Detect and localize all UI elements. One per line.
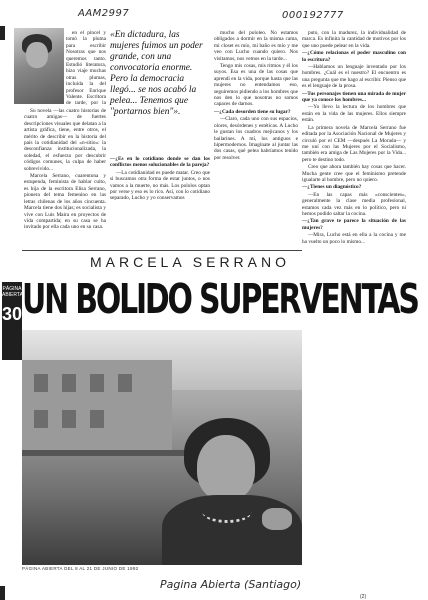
body-paragraph: La primera novela de Marcela Serrano fue editada por la Asociación Nacional de Mujeres y circuló por el CEM —después La Morada— y me uní con las Mujeres por el Socialismo, también era amiga de Las Mujeres por la Vida... pero te destino todo. (302, 124, 406, 163)
interview-answer: —Claro, cada uno con sus espacios, olores, desórdenes y estéticas. A Lucho le gustan los cuadros mejicanos y los bailarines. A mí, los antiguos e hipermodernos. Imagínate al juntar las dos casas, qué pelea habríamos tenido por resolver. (214, 116, 298, 161)
interview-answer: —Mira, Lucho está en ella a la cocina y me ha vuelto un poco lo mismo... (302, 232, 406, 245)
body-paragraph: Creo que ahora también hay cosas que hacer. Mucha gente cree que el feminismo pretende igualarte al hombre, pero no quiero. (302, 164, 406, 183)
interview-question: —¿Cómo relacionas el poder masculino con lo escritura? (302, 50, 406, 63)
handwritten-source-note: Pagina Abierta (Santiago) (160, 578, 302, 591)
body-column-2 (110, 156, 210, 251)
body-paragraph: Su novela —las cuatro historias de cuatro amigas— de fuertes descripciones visuales que delatan a la artista gráfica, tiene, entre otros, el mérito de describir en la historia del país la cotidianidad del «n-sitio»: la desconfianza institucionalizada, la soledad, el esfuerzo por descubrir códigos comunes, la culpa de haber sobrevivido... (24, 108, 106, 172)
interview-answer: —La cotidianidad es puede matar. Creo que si buscamos otra forma de estar juntos, o nos vamos a la muerte, no más. Los pololos optan por verse y eso es lo rico. Así, con lo cotidiano separado, Lucho y yo conservamos (110, 169, 210, 202)
headline: UN BOLIDO SUPERVENTAS (22, 275, 418, 323)
archive-code-left: AAM2997 (78, 8, 130, 19)
body-paragraph: mucho del pololeo. No estamos obligados a dormir en la misma cama, mi closet es mío, mi baño es mío y me veo con Lucho cuando quiero. Nos visitamos, nos vemos en la tarde... (214, 30, 298, 62)
intro-text: en el pincel y tomó la pluma para escribir Nosotras que nos queremos tanto. Estudió literatura, hizo viaje muchas otras plumas, incluida la del profesor Enrique Valente. Escritora de tarde, por la (66, 30, 106, 106)
body-column-3 (214, 30, 298, 255)
author-photo-balcony-icon (22, 360, 172, 450)
body-paragraph: puto, con la madurez, la individualidad de marca. Es infinita la cantidad de motivos por los que uno puede pelear en la vida. (302, 30, 406, 49)
pull-quote: «En dictadura, las mujeres fuimos un poder grande, con una convocatoria enorme. Pero la democracia llegó... se nos acabó la pelea... Tenemos que "portarnos bien"». (110, 30, 203, 117)
edge-mark (0, 26, 5, 40)
byline: MARCELA SERRANO (89, 254, 291, 270)
interview-question: —¿Tan grave te parece la situación de las mujeres? (302, 218, 406, 231)
page-mark: (2) (360, 594, 367, 600)
divider (22, 250, 302, 251)
interview-answer: —Yo llevo la lectura de los hombres que están en la vida de las mujeres. Ellos siempre están. (302, 104, 406, 124)
interview-question: —¿Tienes un diagnóstico? (302, 184, 362, 191)
section-number: 30 (2, 304, 23, 324)
archive-code-right: 000192777 (282, 10, 344, 21)
section-tab (2, 282, 22, 360)
main-photo (22, 330, 302, 565)
body-paragraph: Tengo mis cosas, mis ritmos y él los suyos. Esa es una de las cosas que aprendí en la vida, porque hasta que las mujeres no entendamos eso, seguiremos pidiendo a los hombres que nos den lo que nosotras no somos capaces de darnos. (214, 63, 298, 108)
interview-answer: —Hablamos un lenguaje inventado por los hombres. ¿Cuál es el nuestro? El encuentro es una pregunta que me hago al escribir. Pienso que es el lenguaje de la prosa. (302, 64, 406, 90)
edge-mark (0, 586, 5, 600)
interview-question: —¿Es en lo cotidiano donde se dan los conflictos menos solucionables de la pareja? (110, 156, 210, 169)
intro-column (66, 30, 106, 106)
interview-question: —Tus personajes tienen una mirada de mujer que ya conoce los hombres... (302, 90, 406, 104)
body-paragraph: Marcela Serrano, cuarentona y estupenda, feminista de hablar culto, es hija de la escritora Elisa Serrano, pionera del tema femenino en las letras chilenas de los años cincuenta. Marcela tiene dos hijas; es socialista y vive con Luis Maira en proyectos de vida compartida; en su casa se ha invitado por ella cada uno en su casa. (24, 173, 106, 231)
photo-credit: PÁGINA ABIERTA DEL 8 AL 21 DE JUNIO DE 1992 (22, 566, 139, 571)
author-portrait-small (14, 28, 64, 104)
interview-answer: —En las capas más «conscientes», generalmente la clase media profesional, estamos cada vez más en lo político, pero ni hemos podido saltar la cocina. (302, 191, 406, 217)
section-label: PÁGINA ABIERTA (2, 286, 23, 298)
interview-question: —¿Cada desorden tiene su lugar? (214, 108, 291, 115)
body-column-1 (24, 108, 106, 248)
